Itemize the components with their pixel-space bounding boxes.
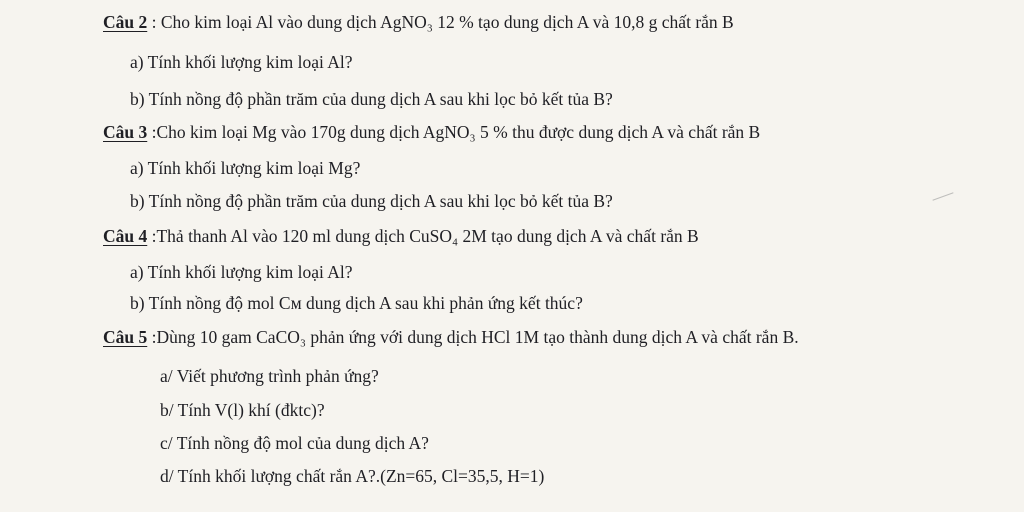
scan-mark: [932, 192, 953, 200]
question-2-item-a: a) Tính khối lượng kim loại Al?: [130, 52, 353, 72]
question-4-text: :Thả thanh Al vào 120 ml dung dịch CuSO₄ 2M tạo dung dịch A và chất rắn B: [147, 226, 699, 246]
question-5-item-a: a/ Viết phương trình phản ứng?: [160, 366, 379, 386]
question-2-label: Câu 2: [103, 12, 148, 32]
question-5-item-c: c/ Tính nồng độ mol của dung dịch A?: [160, 433, 429, 453]
question-4-stem: [103, 226, 699, 246]
question-2-stem: [103, 12, 734, 32]
question-5-stem: [103, 327, 799, 347]
question-2-item-b: b) Tính nồng độ phần trăm của dung dịch A sau khi lọc bỏ kết tủa B?: [130, 89, 613, 109]
question-4-item-a: a) Tính khối lượng kim loại Al?: [130, 262, 353, 282]
question-4-label: Câu 4: [103, 226, 148, 246]
question-4-item-b: b) Tính nồng độ mol Cм dung dịch A sau khi phản ứng kết thúc?: [130, 293, 583, 313]
question-3-item-b: b) Tính nồng độ phần trăm của dung dịch A sau khi lọc bỏ kết tủa B?: [130, 191, 613, 211]
question-5-label: Câu 5: [103, 327, 148, 347]
question-5-item-b: b/ Tính V(l) khí (đktc)?: [160, 400, 325, 420]
question-3-item-a: a) Tính khối lượng kim loại Mg?: [130, 158, 361, 178]
question-3-text: :Cho kim loại Mg vào 170g dung dịch AgNO₃ 5 % thu được dung dịch A và chất rắn B: [147, 122, 761, 142]
question-3-label: Câu 3: [103, 122, 148, 142]
question-5-item-d: d/ Tính khối lượng chất rắn A?.(Zn=65, Cl=35,5, H=1): [160, 466, 545, 486]
question-5-text: :Dùng 10 gam CaCO₃ phản ứng với dung dịch HCl 1M tạo thành dung dịch A và chất rắn B.: [147, 327, 799, 347]
question-2-text: : Cho kim loại Al vào dung dịch AgNO₃ 12 % tạo dung dịch A và 10,8 g chất rắn B: [147, 12, 734, 32]
question-3-stem: [103, 122, 760, 142]
